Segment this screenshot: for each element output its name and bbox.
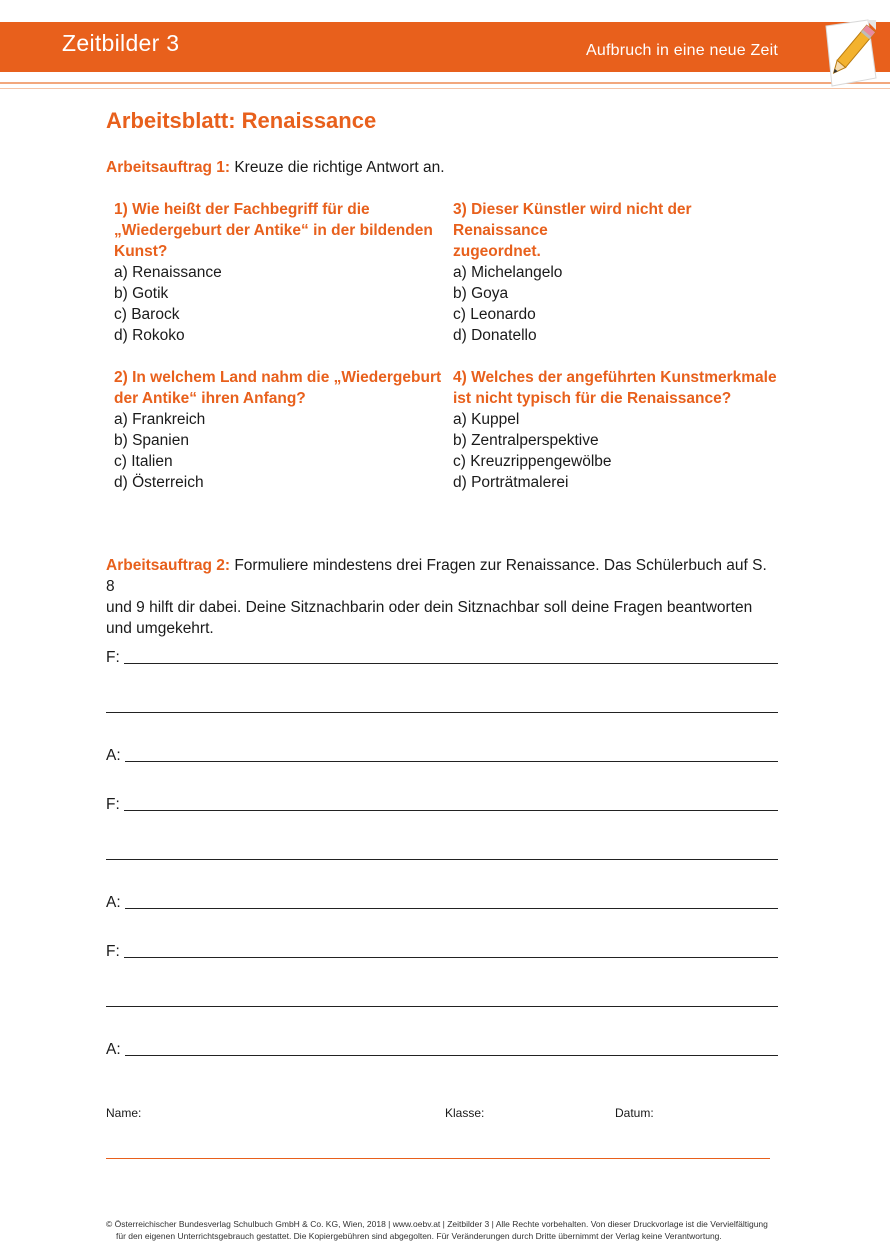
question-3 [453,199,783,346]
copyright-line-2: für den eigenen Unterrichtsgebrauch gestattet. Die Kopiergebühren sind abgegolten. Für Veränderungen durch Dritte übernimmt der Verlag keine Verantwortung. [116,1231,722,1241]
question-line-3[interactable] [106,941,778,961]
answer-prefix: A: [106,747,121,764]
copyright-line-1: © Österreichischer Bundesverlag Schulbuch GmbH & Co. KG, Wien, 2018 | www.oebv.at | Zeitbilder 3 | Alle Rechte vorbehalten. Von dieser Druckvorlage ist die Vervielfältigung [106,1219,768,1229]
question-2-option-d[interactable]: d) Österreich [114,474,204,491]
blank-line-2[interactable] [106,843,778,863]
question-4 [453,367,783,493]
task-1-text: Kreuze die richtige Antwort an. [230,159,445,176]
signature-line[interactable] [106,1158,770,1159]
question-1-option-a[interactable]: a) Renaissance [114,264,222,281]
header-tagline: Aufbruch in eine neue Zeit [586,42,778,59]
question-prefix: F: [106,943,120,960]
task-2-text-line: und umgekehrt. [106,620,214,637]
brand-title: Zeitbilder 3 [62,30,180,56]
question-1 [114,199,444,346]
question-2-line: 2) In welchem Land nahm die „Wiedergeburt [114,369,442,386]
question-3-option-c[interactable]: c) Leonardo [453,306,536,323]
date-label: Datum: [615,1106,654,1120]
blank-line-1[interactable] [106,696,778,716]
blank-line-3[interactable] [106,990,778,1010]
task-2-text-line: und 9 hilft dir dabei. Deine Sitznachbarin oder dein Sitznachbar soll deine Fragen beantworten [106,599,753,616]
task-2-text-line: Formuliere mindestens drei Fragen zur Renaissance. Das Schülerbuch auf S. 8 [106,557,767,595]
question-line-1[interactable] [106,647,778,667]
question-4-option-b[interactable]: b) Zentralperspektive [453,432,599,449]
copyright-notice [106,1218,786,1242]
question-3-option-a[interactable]: a) Michelangelo [453,264,563,281]
question-1-option-b[interactable]: b) Gotik [114,285,169,302]
question-3-option-b[interactable]: b) Goya [453,285,509,302]
question-line-2[interactable] [106,794,778,814]
pencil-paper-icon [818,16,882,90]
answer-line-3[interactable] [106,1039,778,1059]
question-4-line: ist nicht typisch für die Renaissance? [453,390,732,407]
question-1-line: 1) Wie heißt der Fachbegriff für die [114,201,370,218]
task-1-instruction [106,157,776,178]
question-2 [114,367,444,493]
question-4-option-d[interactable]: d) Porträtmalerei [453,474,569,491]
question-4-line: 4) Welches der angeführten Kunstmerkmale [453,369,777,386]
class-label: Klasse: [445,1106,485,1120]
question-3-line: 3) Dieser Künstler wird nicht der Renaissance [453,201,692,239]
answer-line-1[interactable] [106,745,778,765]
question-1-line: „Wiedergeburt der Antike“ in der bildenden [114,222,433,239]
question-3-line: zugeordnet. [453,243,541,260]
question-prefix: F: [106,649,120,666]
question-2-option-b[interactable]: b) Spanien [114,432,189,449]
question-1-line: Kunst? [114,243,168,260]
question-1-option-c[interactable]: c) Barock [114,306,180,323]
name-label: Name: [106,1106,142,1120]
answer-line-2[interactable] [106,892,778,912]
task-1-label: Arbeitsauftrag 1: [106,159,231,176]
question-4-option-a[interactable]: a) Kuppel [453,411,520,428]
answer-prefix: A: [106,894,121,911]
question-prefix: F: [106,796,120,813]
header-divider [0,82,890,84]
page-title: Arbeitsblatt: Renaissance [106,108,377,133]
task-2-instruction [106,555,776,639]
question-2-option-a[interactable]: a) Frankreich [114,411,206,428]
answer-prefix: A: [106,1041,121,1058]
question-1-option-d[interactable]: d) Rokoko [114,327,185,344]
question-4-option-c[interactable]: c) Kreuzrippengewölbe [453,453,612,470]
question-3-option-d[interactable]: d) Donatello [453,327,537,344]
question-2-option-c[interactable]: c) Italien [114,453,173,470]
header-divider-thin [0,88,890,89]
task-2-label: Arbeitsauftrag 2: [106,557,231,574]
question-2-line: der Antike“ ihren Anfang? [114,390,306,407]
